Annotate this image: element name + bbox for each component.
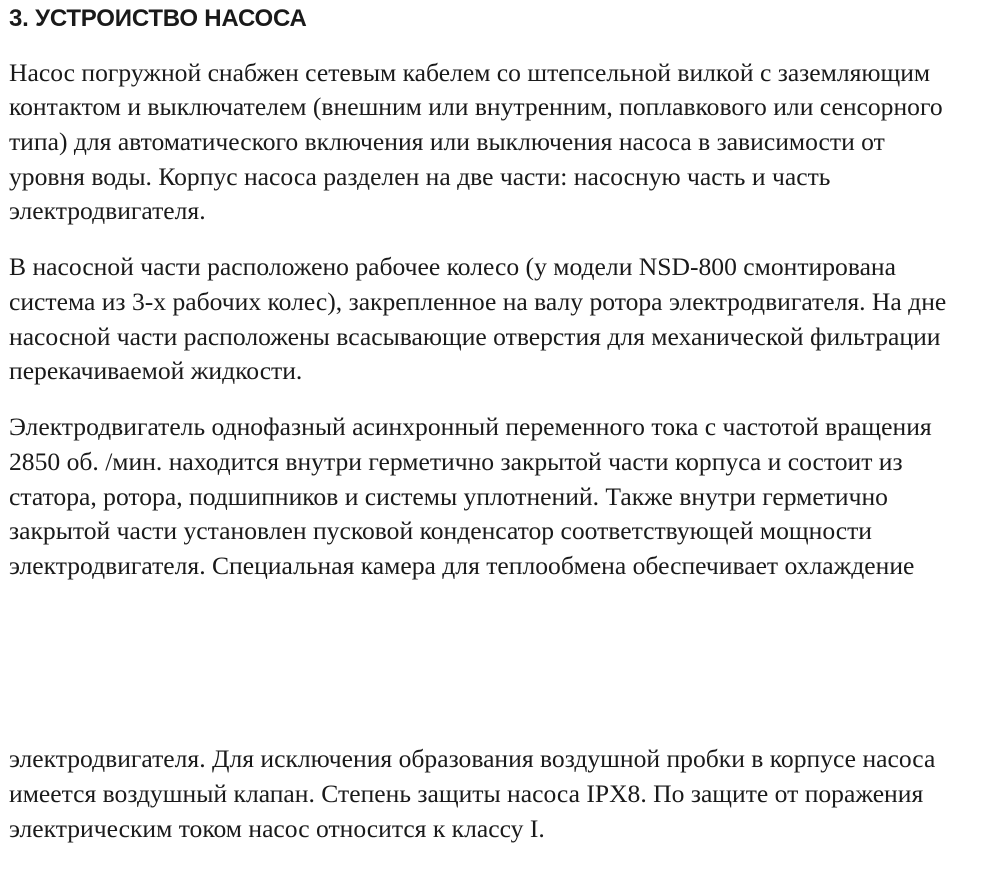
text-line: Электродвигатель однофазный асинхронный переменного тока с частотой вращения xyxy=(9,412,932,441)
text-line: уровня воды. Корпус насоса разделен на две части: насосную часть и часть xyxy=(9,162,831,191)
text-line: система из 3-х рабочих колес), закрепленное на валу ротора электродвигателя. На дне xyxy=(9,287,947,316)
text-line: электрическим током насос относится к классу I. xyxy=(9,814,545,843)
text-line: закрытой части установлен пусковой конденсатор соответствующей мощности xyxy=(9,516,872,545)
text-line: статора, ротора, подшипников и системы уплотнений. Также внутри герметично xyxy=(9,482,888,511)
text-line: типа) для автоматического включения или выключения насоса в зависимости от xyxy=(9,127,885,156)
text-line: контактом и выключателем (внешним или внутренним, поплавкового или сенсорного xyxy=(9,92,943,121)
section-heading: 3. УСТРОИСТВО НАСОСА xyxy=(9,5,307,32)
text-line: электродвигателя. Для исключения образования воздушной пробки в корпусе насоса xyxy=(9,744,936,773)
text-line: В насосной части расположено рабочее колесо (у модели NSD-800 смонтирована xyxy=(9,252,896,281)
text-line: Насос погружной снабжен сетевым кабелем со штепсельной вилкой с заземляющим xyxy=(9,58,931,87)
text-line: насосной части расположены всасывающие отверстия для механической фильтрации xyxy=(9,322,941,351)
text-line: перекачиваемой жидкости. xyxy=(9,356,303,385)
text-line: 2850 об. /мин. находится внутри герметично закрытой части корпуса и состоит из xyxy=(9,447,903,476)
text-line: имеется воздушный клапан. Степень защиты насоса IPX8. По защите от поражения xyxy=(9,779,924,808)
text-line: электродвигателя. Специальная камера для теплообмена обеспечивает охлаждение xyxy=(9,551,915,580)
text-line: электродвигателя. xyxy=(9,196,206,225)
